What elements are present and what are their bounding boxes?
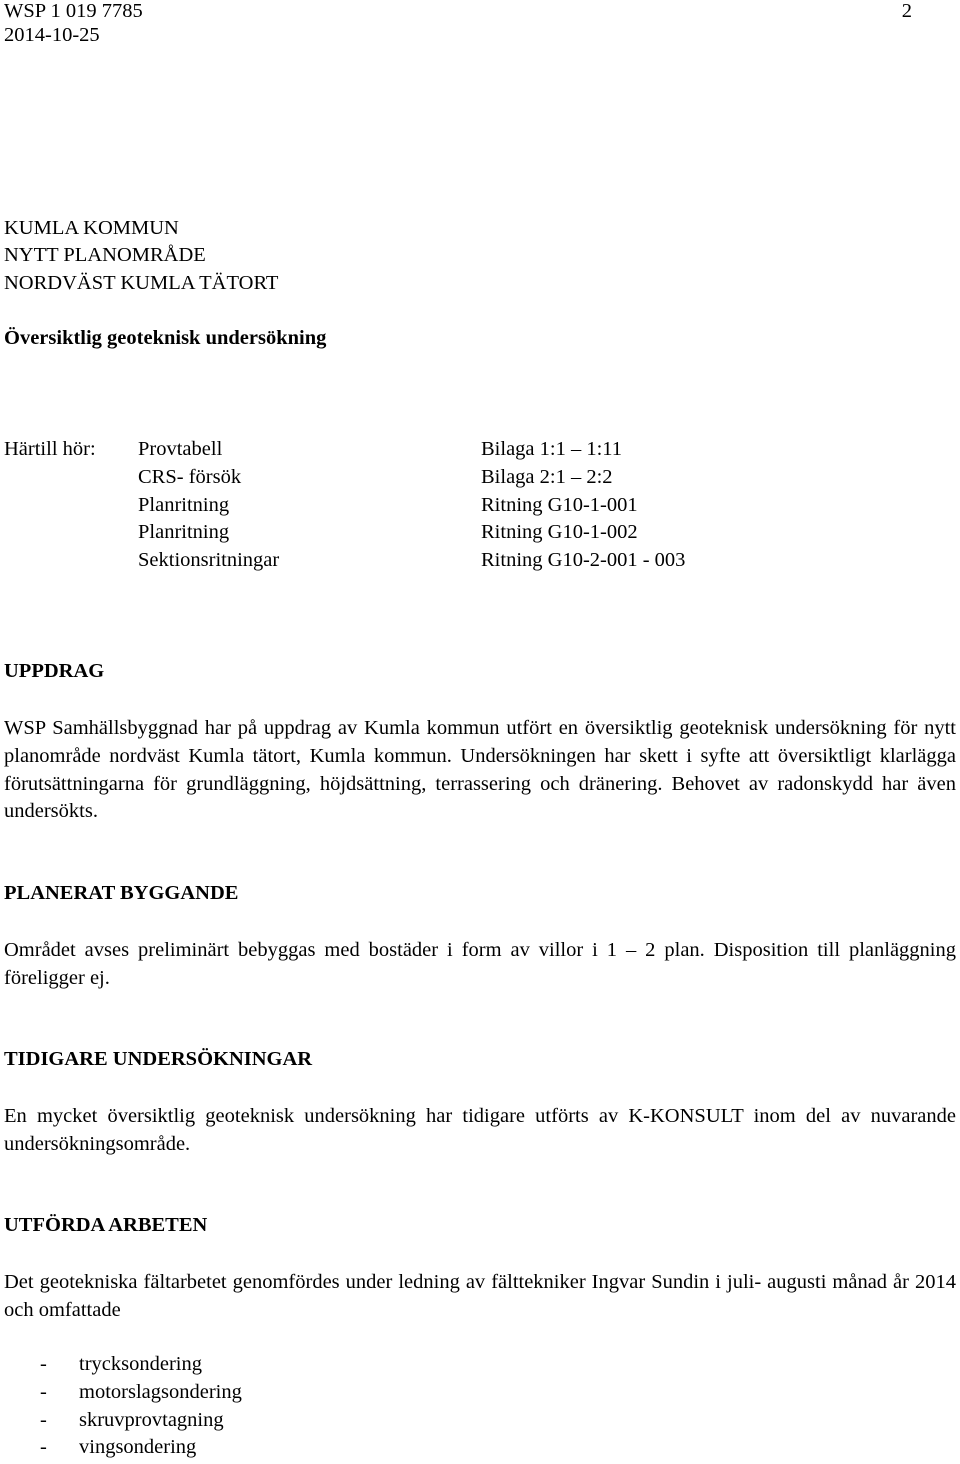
document-subtitle: Översiktlig geoteknisk undersökning xyxy=(4,327,327,349)
attachment-item: Sektionsritningar xyxy=(138,549,280,571)
attachment-item: Provtabell xyxy=(138,438,223,460)
attachment-item: Planritning xyxy=(138,521,230,543)
document-date: 2014-10-25 xyxy=(4,24,100,46)
attachment-reference: Bilaga 1:1 – 1:11 xyxy=(481,438,623,460)
section-heading-utforda-arbeten: UTFÖRDA ARBETEN xyxy=(4,1214,208,1236)
attachment-reference: Ritning G10-1-001 xyxy=(481,494,638,516)
title-line-3: NORDVÄST KUMLA TÄTORT xyxy=(4,272,279,294)
attachment-row xyxy=(4,549,904,577)
attachment-row xyxy=(4,521,904,549)
section-heading-planerat-byggande: PLANERAT BYGGANDE xyxy=(4,882,239,904)
bullet-dash: - xyxy=(40,1353,47,1375)
bullet-dash: - xyxy=(40,1408,47,1431)
list-item-text: trycksondering xyxy=(79,1353,202,1375)
title-line-2: NYTT PLANOMRÅDE xyxy=(4,244,206,266)
attachment-item: Planritning xyxy=(138,494,230,516)
list-item-text: skruvprovtagning xyxy=(79,1408,224,1431)
attachment-row xyxy=(4,466,904,494)
attachment-reference: Bilaga 2:1 – 2:2 xyxy=(481,466,613,488)
section-heading-tidigare-undersokningar: TIDIGARE UNDERSÖKNINGAR xyxy=(4,1048,313,1070)
section-heading-uppdrag: UPPDRAG xyxy=(4,660,105,682)
list-item-text: vingsondering xyxy=(79,1436,197,1459)
page-number: 2 xyxy=(901,0,912,22)
attachment-item: CRS- försök xyxy=(138,466,242,488)
document-number: WSP 1 019 7785 xyxy=(4,0,143,22)
title-line-1: KUMLA KOMMUN xyxy=(4,217,179,239)
section-text-uppdrag: WSP Samhällsbyggnad har på uppdrag av Kumla kommun utfört en översiktlig geoteknisk undersökning för nytt planområde nordväst Kumla tätort, Kumla kommun. Undersökningen har skett i syfte att översiktligt klarlägga förutsättningarna för grundläggning, höjdsättning, terrassering och dränering. Behovet av radonskydd har även undersökts. xyxy=(4,717,956,823)
section-text-tidigare-undersokningar: En mycket översiktlig geoteknisk undersökning har tidigare utförts av K-KONSULT inom del av nuvarande undersökningsområde. xyxy=(4,1105,956,1155)
bullet-dash: - xyxy=(40,1380,47,1403)
attachment-reference: Ritning G10-2-001 - 003 xyxy=(481,549,686,571)
attachment-reference: Ritning G10-1-002 xyxy=(481,521,638,543)
bullet-dash: - xyxy=(40,1436,47,1459)
attachment-row xyxy=(4,438,904,466)
section-text-planerat-byggande: Området avses preliminärt bebyggas med bostäder i form av villor i 1 – 2 plan. Disposition till planläggning föreligger ej. xyxy=(4,939,956,989)
attachments-label: Härtill hör: xyxy=(4,438,96,460)
section-text-utforda-arbeten: Det geotekniska fältarbetet genomfördes under ledning av fälttekniker Ingvar Sundin i juli- augusti månad år 2014 och omfattade xyxy=(4,1271,956,1321)
list-item-text: motorslagsondering xyxy=(79,1380,242,1403)
attachment-row xyxy=(4,494,904,522)
